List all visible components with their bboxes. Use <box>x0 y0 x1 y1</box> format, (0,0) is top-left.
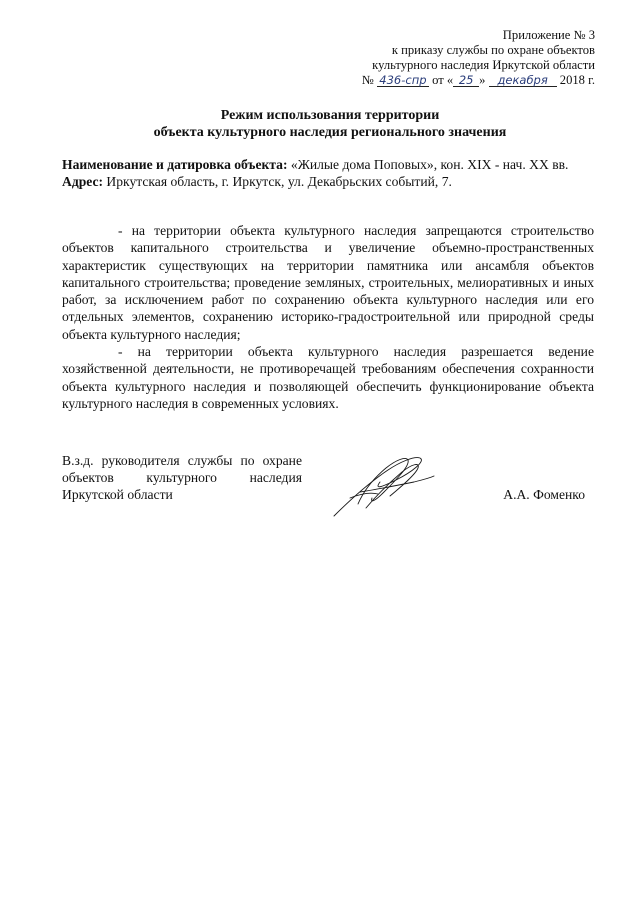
signatory-position: В.з.д. руководителя службы по охране объектов культурного наследия Иркутской области <box>62 453 302 502</box>
order-day-handwritten: 25 <box>453 74 479 87</box>
appendix-order-ref: к приказу службы по охране объектов <box>391 43 595 57</box>
appendix-number: Приложение № 3 <box>502 28 595 42</box>
title-line-2: объекта культурного наследия регионального значения <box>153 125 507 140</box>
rule-permitted: - на территории объекта культурного наследия разрешается ведение хозяйственной деятельности, не противоречащей требованиям обеспечения сохранности объекта культурного наследия и позволяющей обеспечить функционирование объекта культурного наследия в современных условиях. <box>62 344 594 411</box>
order-date-prefix: от « <box>432 73 454 87</box>
order-month-handwritten: декабря <box>489 74 557 87</box>
document-title <box>60 107 600 141</box>
object-name <box>62 156 594 173</box>
object-address-label: Адрес: <box>62 174 104 189</box>
object-address-value: Иркутская область, г. Иркутск, ул. Декабрьских событий, 7. <box>106 174 452 189</box>
object-name-label: Наименование и датировка объекта: <box>62 157 288 172</box>
handwritten-signature <box>330 452 440 518</box>
appendix-header <box>295 28 595 88</box>
signatory-name: А.А. Фоменко <box>503 487 585 502</box>
order-year: 2018 г. <box>559 73 595 87</box>
object-address <box>62 173 594 190</box>
order-day-close: » <box>479 73 486 87</box>
object-info <box>62 156 594 190</box>
order-number-handwritten: 436-спр <box>377 74 429 87</box>
title-line-1: Режим использования территории <box>220 108 440 123</box>
rule-prohibited: - на территории объекта культурного наследия запрещаются строительство объектов капитального строительства и увеличение объемно-пространственных характеристик существующих на территории памятника или ансамбля объектов капитального строительства; проведение земляных, строительных, мелиоративных и иных работ, за исключением работ по сохранению объекта культурного наследия или его отдельных элементов, сохранению историко-градостроительной или природной среды объекта культурного наследия; <box>62 223 594 342</box>
appendix-authority: культурного наследия Иркутской области <box>372 58 595 72</box>
usage-rules <box>62 222 594 412</box>
order-number-prefix: № <box>361 73 374 87</box>
appendix-order-details <box>295 73 595 88</box>
object-name-value: «Жилые дома Поповых», кон. XIX - нач. XX вв. <box>290 157 569 172</box>
